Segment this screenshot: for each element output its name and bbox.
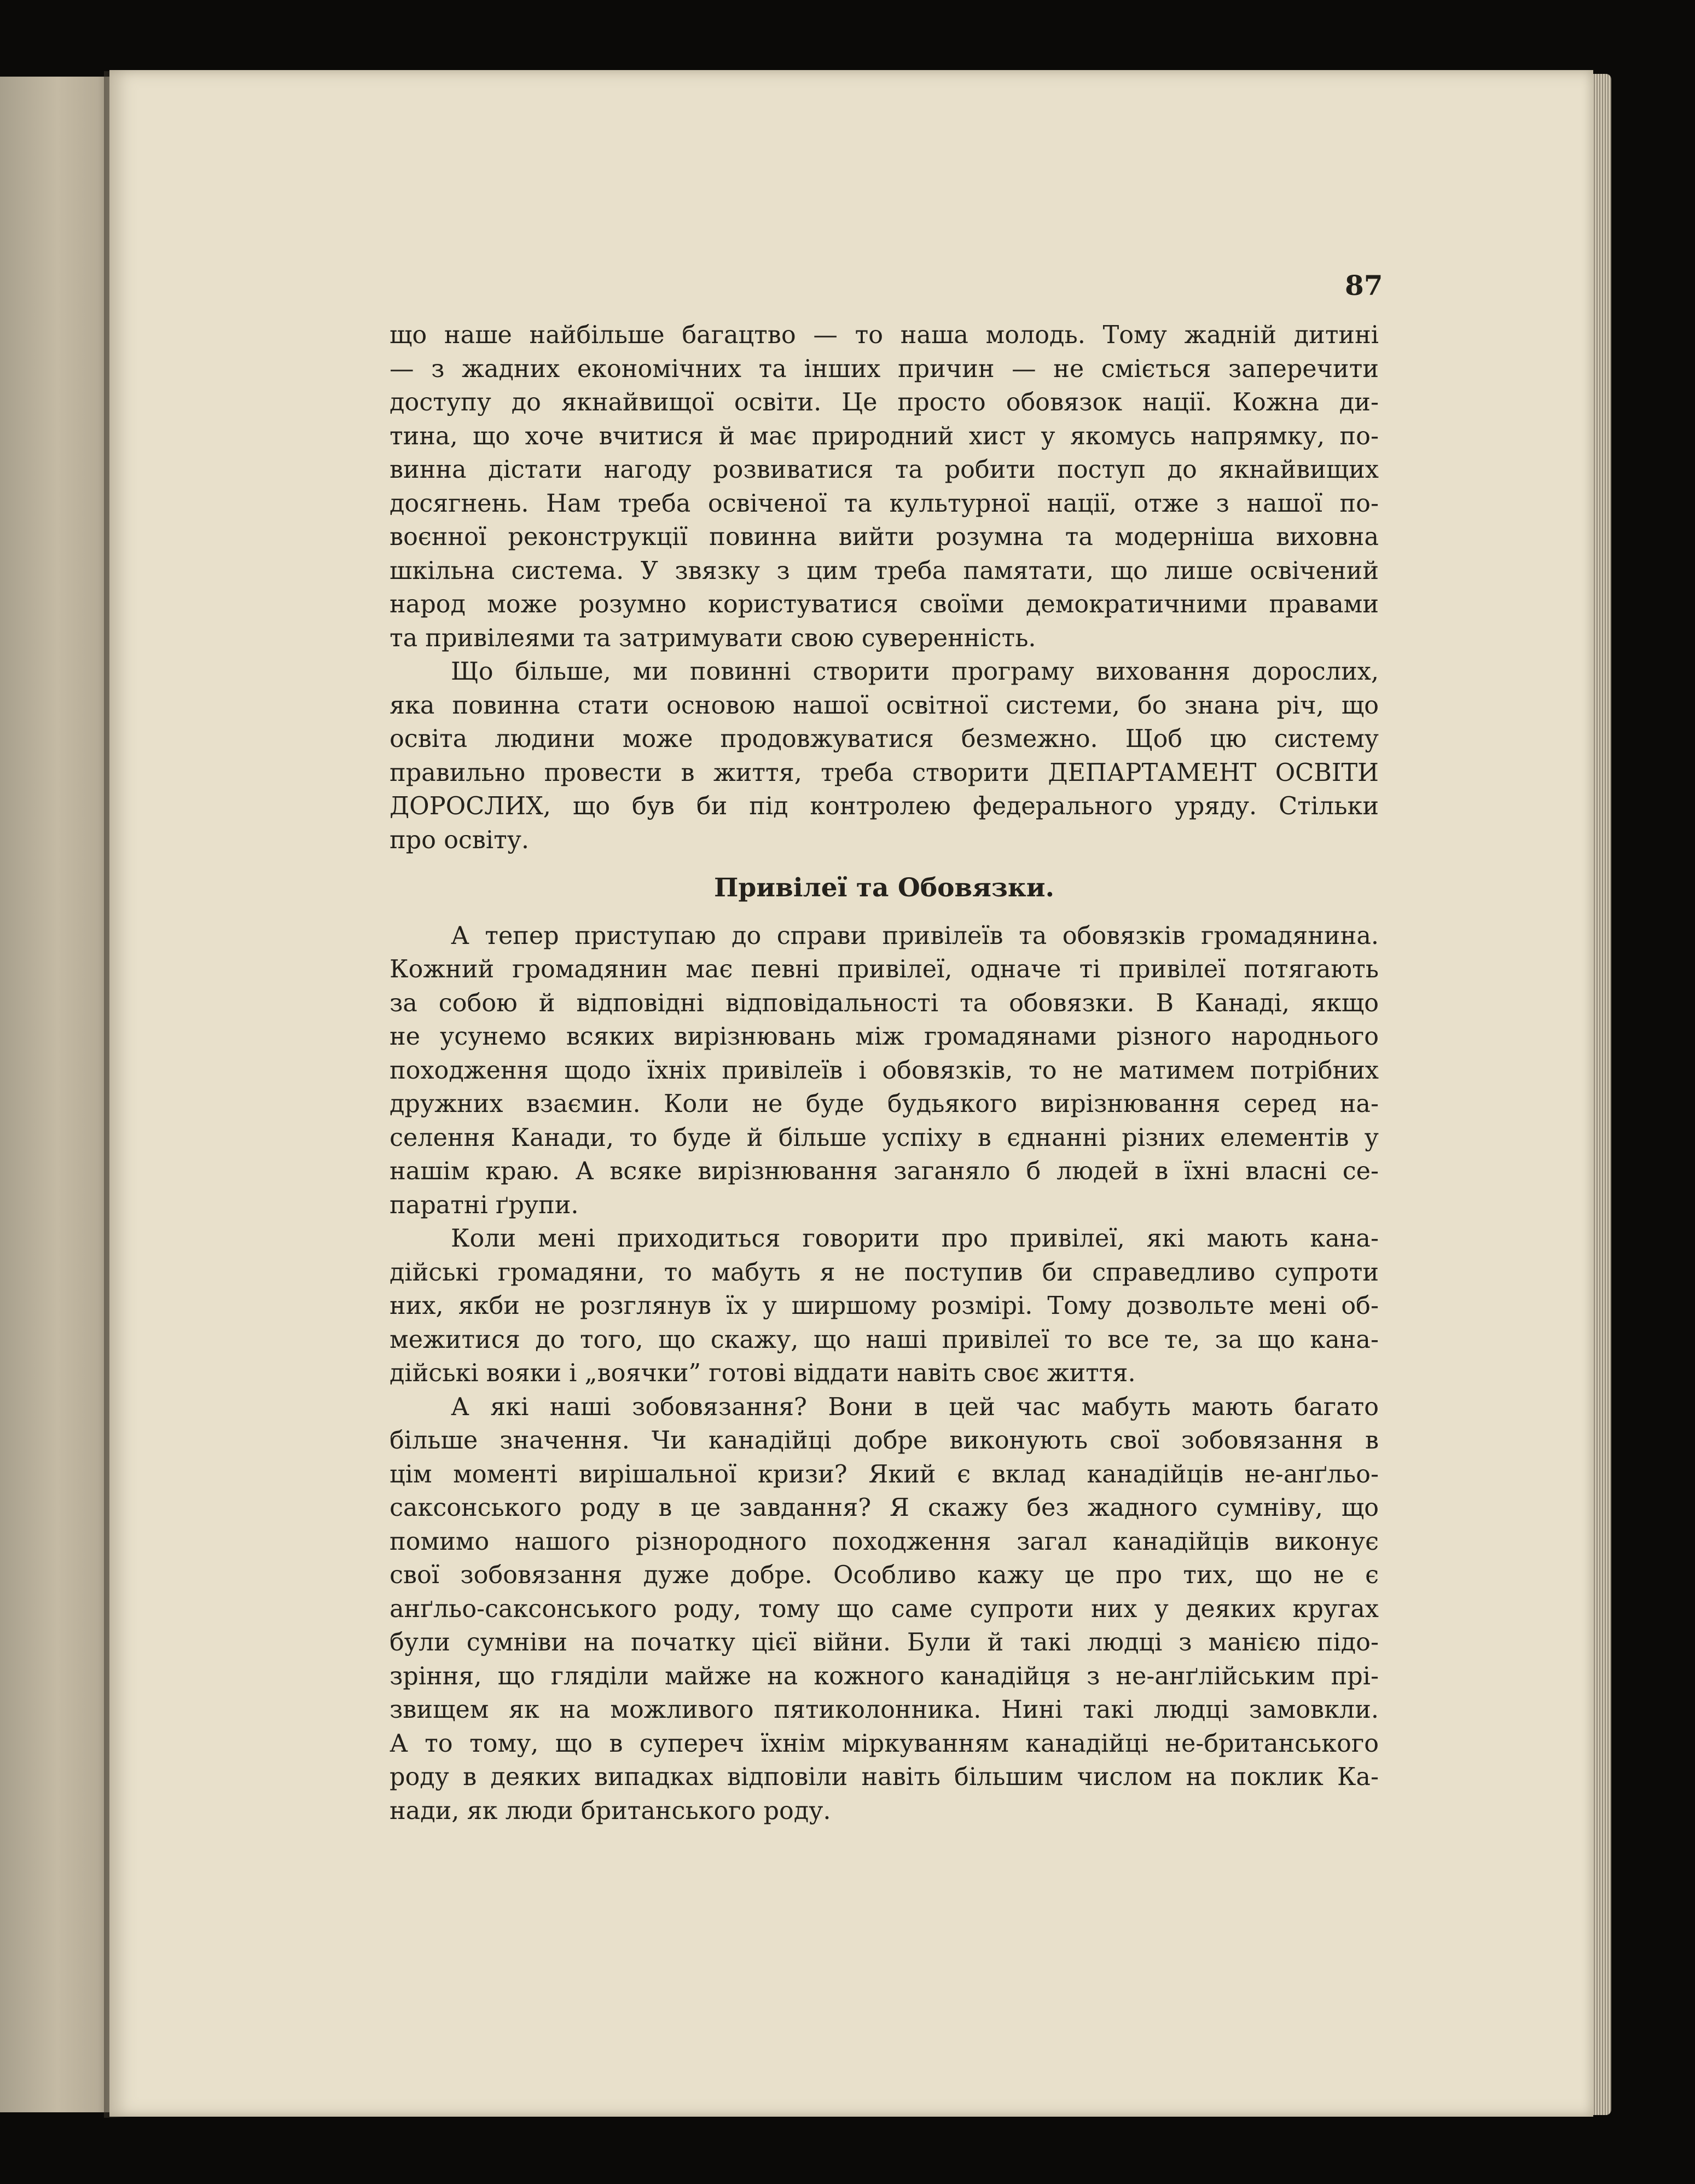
- text-line: них, якби не розглянув їх у ширшому розмірі. Тому дозвольте мені об-: [390, 1292, 1379, 1320]
- section-heading: Привілеї та Обовязки.: [714, 873, 1054, 903]
- text-line: — з жадних економічних та інших причин — не сміється заперечити: [390, 355, 1379, 383]
- text-line: саксонського роду в це завдання? Я скажу без жадного сумніву, що: [390, 1494, 1379, 1522]
- text-line: воєнної реконструкції повинна вийти розумна та модерніша виховна: [390, 523, 1379, 551]
- paragraph-4: [390, 1222, 1379, 1391]
- text-line: А тепер приступаю до справи привілеїв та обовязків громадянина.: [451, 922, 1379, 950]
- text-line: ДОРОСЛИХ, що був би під контролею федерального уряду. Стільки: [390, 792, 1379, 820]
- text-line: не усунемо всяких вирізнювань між громадянами різного народнього: [390, 1023, 1379, 1051]
- paragraph-2: [390, 655, 1379, 857]
- text-line: дійські вояки і „воячки” готові віддати навіть своє життя.: [390, 1359, 1136, 1387]
- paragraph-1: [390, 318, 1379, 655]
- text-line: більше значення. Чи канадійці добре виконують свої зобовязання в: [390, 1427, 1379, 1455]
- text-line: нашім краю. А всяке вирізнювання заганяло б людей в їхні власні се-: [390, 1157, 1379, 1185]
- text-line: свої зобовязання дуже добре. Особливо кажу це про тих, що не є: [390, 1561, 1379, 1589]
- text-line: освіта людини може продовжуватися безмежно. Щоб цю систему: [390, 725, 1379, 753]
- text-line: Що більше, ми повинні створити програму виховання дорослих,: [451, 658, 1379, 686]
- text-line: яка повинна стати основою нашої освітної системи, бо знана річ, що: [390, 691, 1379, 720]
- text-line: зріння, що гляділи майже на кожного канадійця з не-анґлійським прі-: [390, 1662, 1379, 1690]
- text-line: А то тому, що в супереч їхнім міркуванням канадійці не-британського: [390, 1729, 1379, 1758]
- text-line: про освіту.: [390, 826, 530, 854]
- page-body: [390, 318, 1379, 1828]
- text-line: дружних взаємин. Коли не буде будьякого вирізнювання серед на-: [390, 1090, 1379, 1118]
- text-line: за собою й відповідні відповідальності та обовязки. В Канаді, якщо: [390, 989, 1379, 1017]
- text-line: народ може розумно користуватися своїми демократичними правами: [390, 590, 1379, 618]
- text-line: анґльо-саксонського роду, тому що саме супроти них у деяких кругах: [390, 1595, 1379, 1623]
- text-line: Кожний громадянин має певні привілеї, одначе ті привілеї потягають: [390, 955, 1379, 983]
- text-line: що наше найбільше багацтво — то наша молодь. Тому жадній дитині: [390, 321, 1379, 349]
- left-page-edge: [0, 77, 115, 2112]
- text-line: доступу до якнайвищої освіти. Це просто обовязок нації. Кожна ди-: [390, 389, 1379, 416]
- text-line: цім моменті вирішальної кризи? Який є вклад канадійців не-анґльо-: [390, 1460, 1379, 1488]
- text-line: правильно провести в життя, треба створити ДЕПАРТАМЕНТ ОСВІТИ: [390, 758, 1379, 787]
- text-line: Коли мені приходиться говорити про привілеї, які мають кана-: [451, 1225, 1379, 1253]
- text-line: помимо нашого різнородного походження загал канадійців виконує: [390, 1527, 1379, 1556]
- text-line: межитися до того, що скажу, що наші привілеї то все те, за що кана-: [390, 1325, 1379, 1354]
- text-line: А які наші зобовязання? Вони в цей час мабуть мають багато: [451, 1393, 1379, 1421]
- text-line: дійські громадяни, то мабуть я не поступив би справедливо супроти: [390, 1258, 1379, 1287]
- text-line: шкільна система. У звязку з цим треба памятати, що лише освічений: [390, 557, 1379, 585]
- text-line: та привілеями та затримувати свою суверенність.: [390, 624, 1036, 652]
- text-line: роду в деяких випадках відповіли навіть більшим числом на поклик Ка-: [390, 1763, 1379, 1791]
- text-line: селення Канади, то буде й більше успіху в єднанні різних елементів у: [390, 1123, 1379, 1152]
- text-line: звищем як на можливого пятиколонника. Нині такі людці замовкли.: [390, 1696, 1379, 1724]
- page-number: 87: [1345, 269, 1383, 302]
- text-line: походження щодо їхніх привілеїв і обовязків, то не матимем потрібних: [390, 1056, 1379, 1085]
- paragraph-5: [390, 1391, 1379, 1828]
- text-line: винна дістати нагоду розвиватися та робити поступ до якнайвищих: [390, 456, 1379, 484]
- text-line: нади, як люди британського роду.: [390, 1797, 831, 1825]
- text-line: досягнень. Нам треба освіченої та культурної нації, отже з нашої по-: [390, 489, 1379, 518]
- paragraph-3: [390, 919, 1379, 1223]
- text-line: були сумніви на початку цієї війни. Були й такі людці з манією підо-: [390, 1629, 1379, 1656]
- text-line: тина, що хоче вчитися й має природний хист у якомусь напрямку, по-: [390, 422, 1379, 450]
- text-line: паратні ґрупи.: [390, 1191, 579, 1219]
